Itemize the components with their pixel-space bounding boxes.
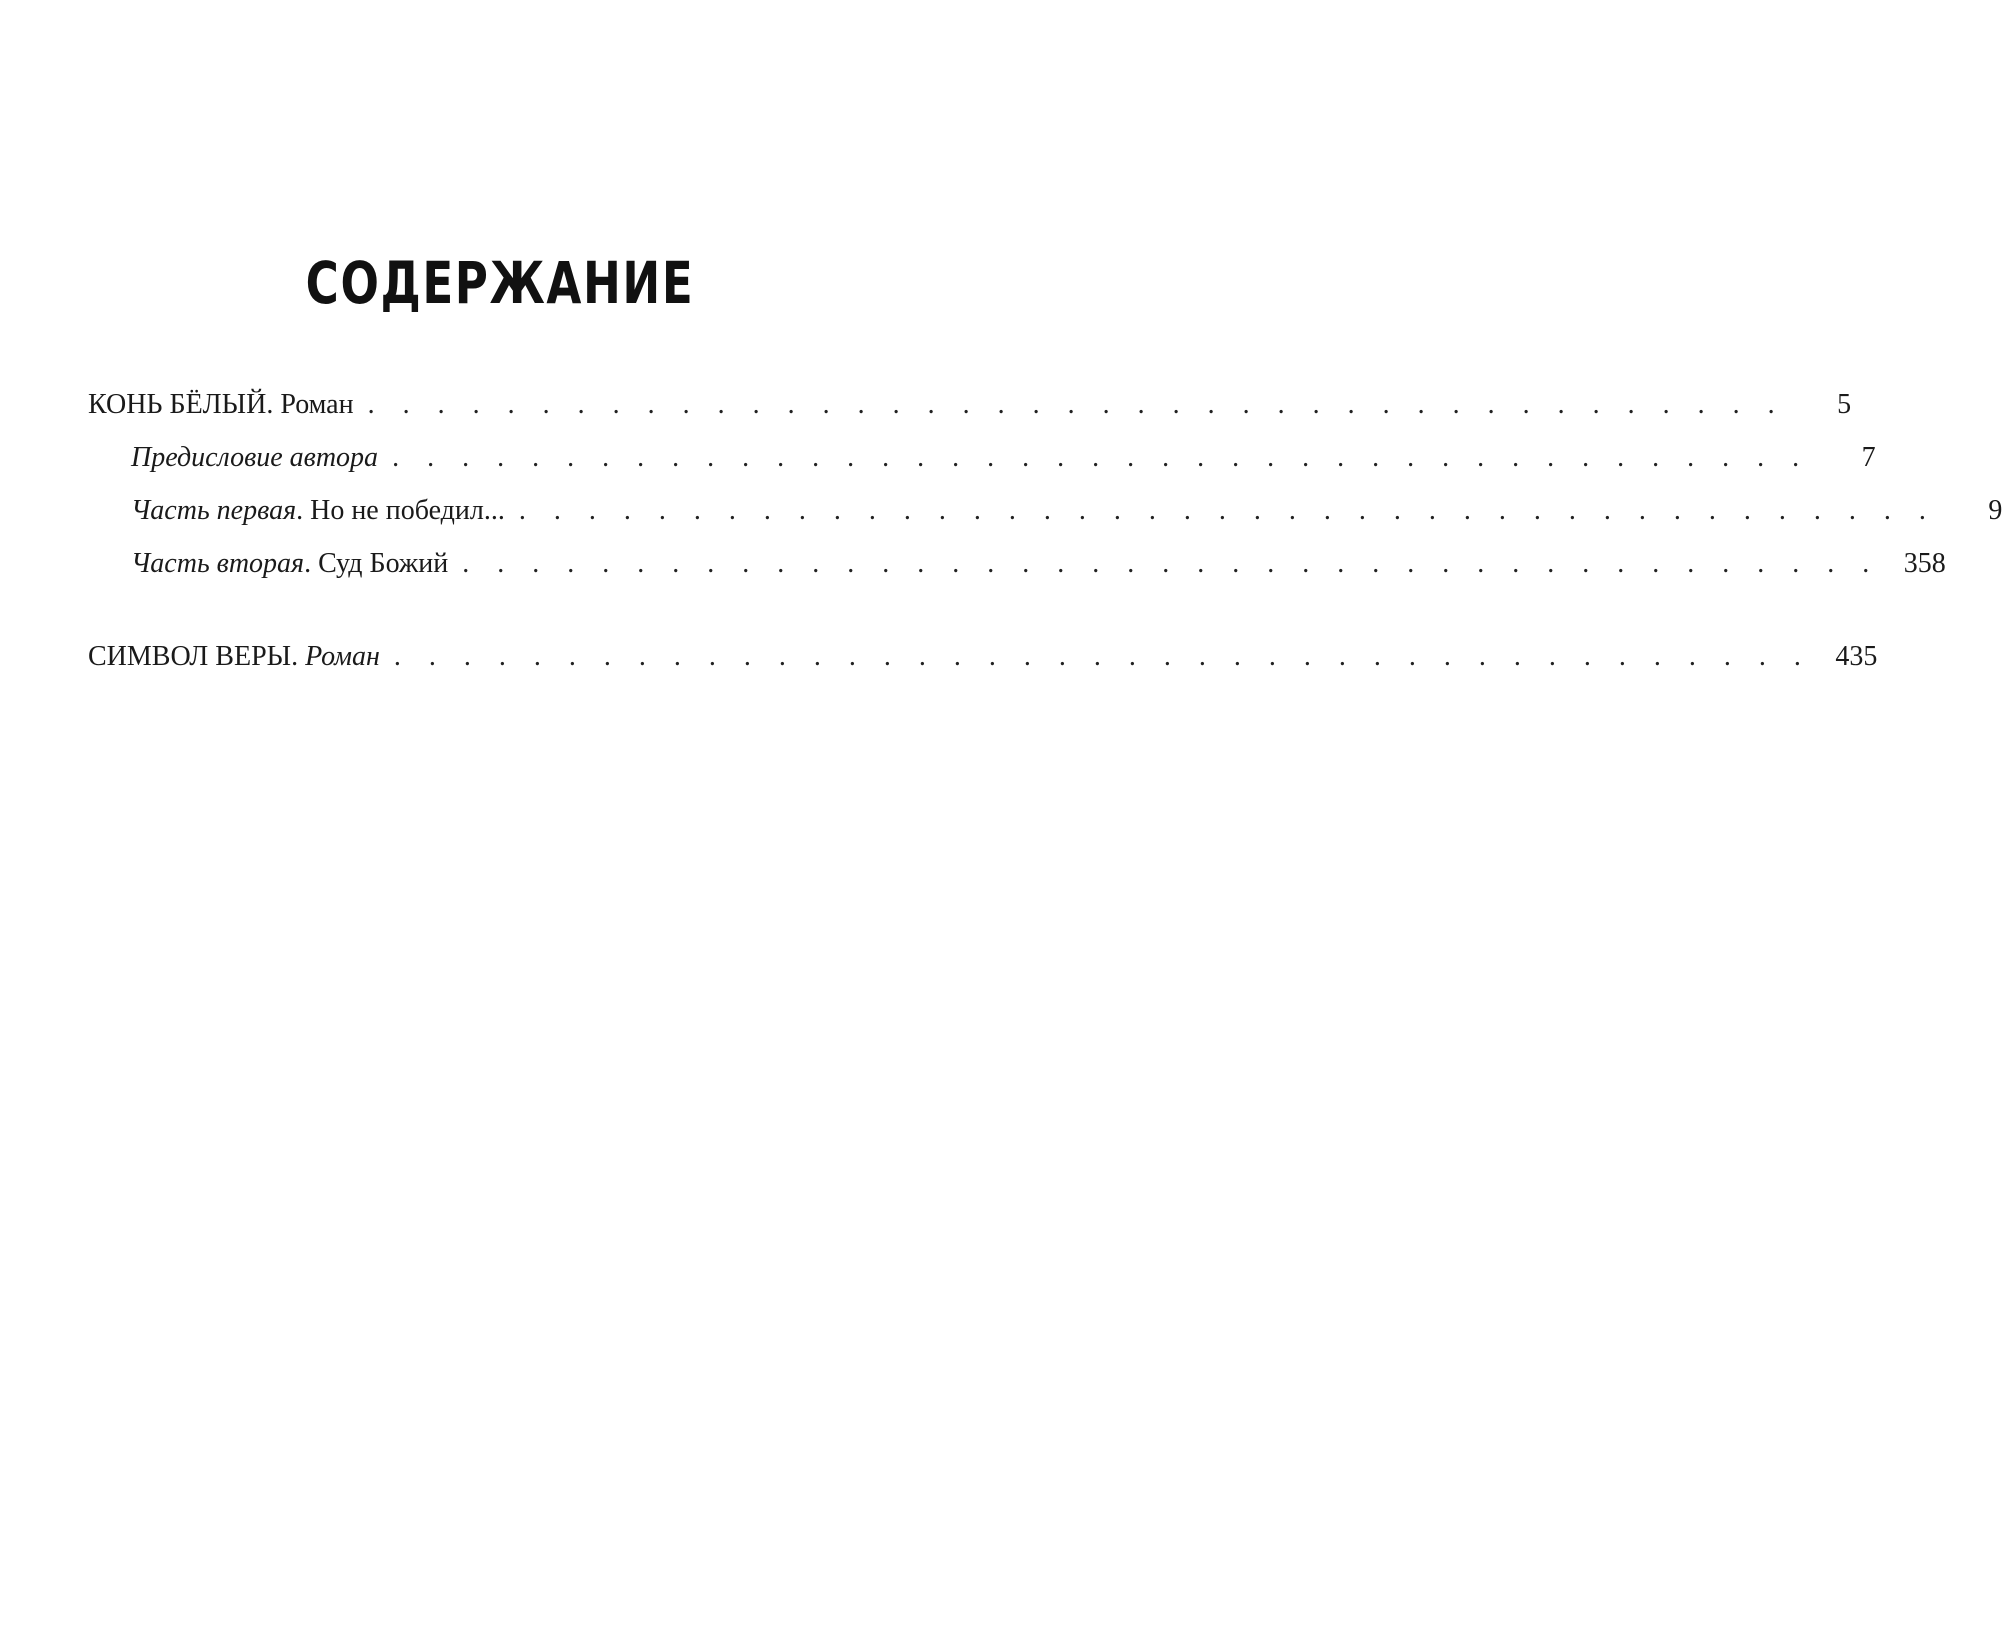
dot-leader: . . . . . . . . . . . . . . . . . . . . . . . . . . . . . . . . . . . . . . . . . [392, 442, 1810, 473]
toc-entry-subtitle: Роман [280, 389, 354, 420]
toc-entry-subtitle: Суд Божий [318, 548, 449, 579]
toc-page-number: 7 [1861, 442, 1876, 473]
dot-leader: . . . . . . . . . . . . . . . . . . . . . . . . . . . . . . . . . . . . . . . . . [518, 495, 1937, 526]
toc-entry-kon-belyi[interactable] [88, 388, 1852, 422]
toc-entry-preface[interactable] [131, 441, 1876, 475]
toc-entry-label: Часть вторая. Суд Божий [131, 548, 449, 579]
page-title: СОДЕРЖАНИЕ [305, 249, 695, 317]
toc-entry-label: Часть первая. Но не победил... [131, 495, 505, 526]
toc-entry-title: КОНЬ БЁЛЫЙ [88, 389, 267, 420]
toc-entry-part-two[interactable] [131, 547, 1946, 581]
toc-page-number: 435 [1835, 641, 1878, 672]
toc-entry-label [131, 441, 378, 475]
toc-page-number: 358 [1903, 548, 1946, 579]
toc-entry-label: КОНЬ БЁЛЫЙ. Роман [88, 389, 354, 420]
toc-entry-subtitle: Роман [305, 641, 380, 672]
dot-leader: . . . . . . . . . . . . . . . . . . . . . . . . . . . . . . . . . . . . . . . . . [367, 389, 1786, 420]
toc-entry-subtitle: Но не победил... [310, 495, 505, 526]
toc-entry-title: СИМВОЛ ВЕРЫ [88, 641, 292, 672]
dot-leader: . . . . . . . . . . . . . . . . . . . . . . . . . . . . . . . . . . . . . . . . . [393, 641, 1812, 672]
toc-entry-title: Часть первая [131, 495, 297, 526]
toc-entry-title: Часть вторая [131, 548, 305, 579]
toc-entry-title: Предисловие автора [131, 442, 379, 473]
toc-entry-simvol-very[interactable] [88, 640, 1878, 674]
dot-leader: . . . . . . . . . . . . . . . . . . . . . . . . . . . . . . . . . . . . . . . . . [462, 548, 1880, 579]
toc-entry-part-one[interactable] [131, 494, 2002, 528]
toc-entry-label: СИМВОЛ ВЕРЫ. Роман [88, 641, 380, 672]
toc-page-number: 5 [1837, 389, 1852, 420]
toc-page-number: 9 [1988, 495, 2002, 526]
